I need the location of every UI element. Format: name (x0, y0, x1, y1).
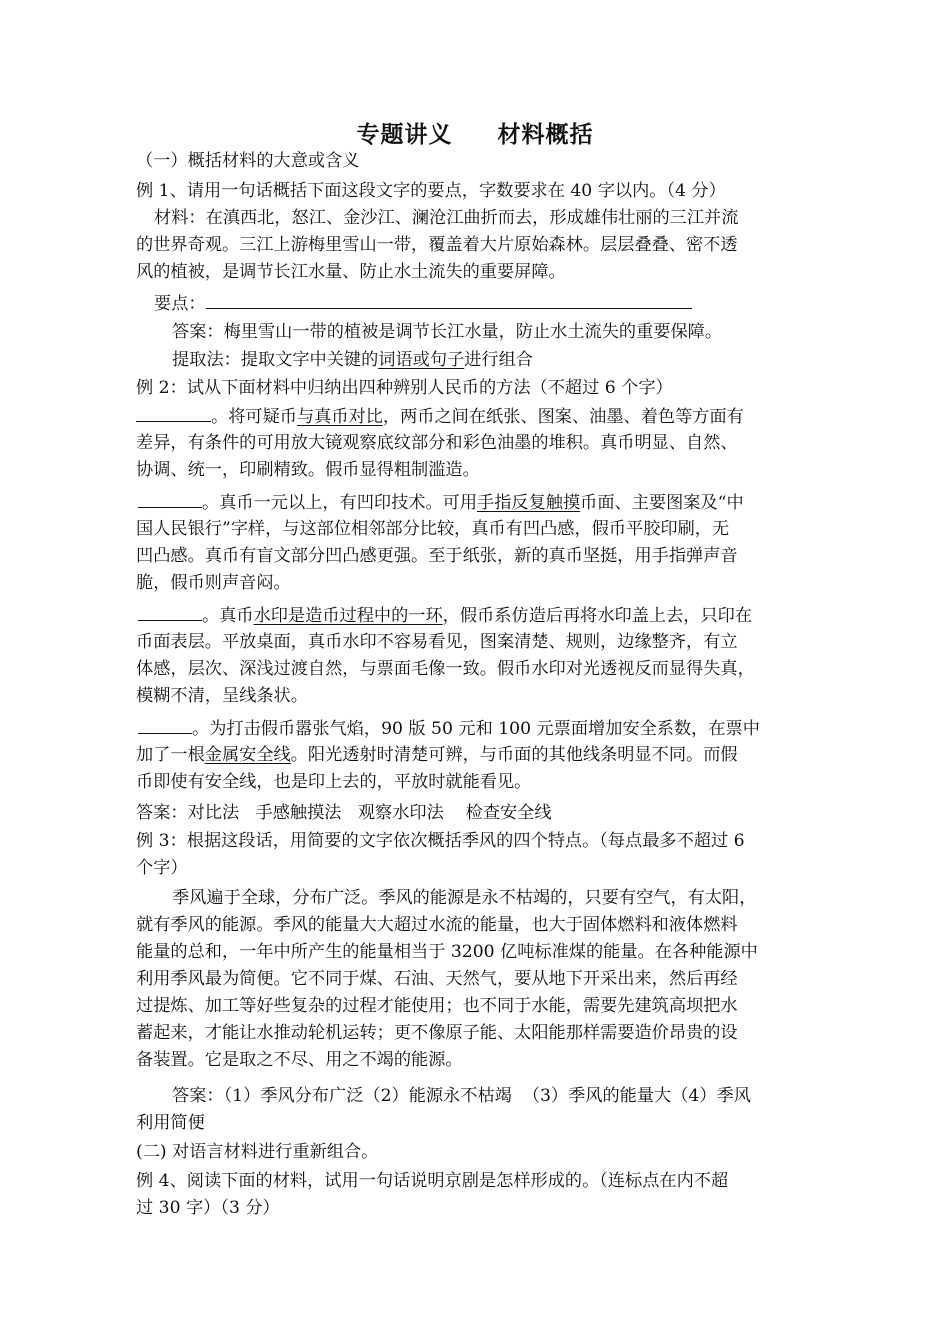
paragraph-line: 币面表层。平放桌面，真币水印不容易看见，图案清楚、规则，边缘整齐，有立 (136, 632, 738, 652)
example-1-material-line: 风的植被，是调节长江水量、防止水土流失的重要屏障。 (136, 262, 566, 282)
paragraph-line: 国人民银行”字样，与这部位相邻部分比较，真币有凹凸感，假币平胶印刷，无 (136, 519, 730, 539)
paragraph-line: 蓄起来，才能让水推动轮机运转；更不像原子能、太阳能那样需要造价昂贵的设 (136, 1023, 738, 1043)
example-1-method (172, 348, 533, 372)
paragraph-text: 。为打击假币嚣张气焰，90 版 50 元和 100 元票面增加安全系数，在票中 (192, 719, 760, 739)
paragraph-line: 就有季风的能源。季风的能量大大超过水流的能量，也大于固体燃料和液体燃料 (136, 915, 738, 935)
paragraph-text: ，假币系仿造后再将水印盖上去，只印在 (442, 606, 753, 626)
example-1-material-line: 材料：在滇西北，怒江、金沙江、澜沧江曲折而去，形成雄伟壮丽的三江并流 (154, 208, 739, 228)
example-2-question: 例 2：试从下面材料中归纳出四种辨别人民币的方法（不超过 6 个字） (136, 378, 673, 398)
example-1-answer: 答案：梅里雪山一带的植被是调节长江水量，防止水土流失的重要保障。 (172, 322, 723, 342)
example-1-point-row (154, 291, 692, 315)
example-1-question: 例 1、请用一句话概括下面这段文字的要点，字数要求在 40 字以内。（4 分） (136, 181, 726, 201)
paragraph-text: 币面、主要图案及“中 (580, 493, 744, 513)
paragraph-line: 币即使有安全线，也是印上去的，平放时就能看见。 (136, 772, 532, 792)
paragraph-line: 过提炼、加工等好些复杂的过程才能使用；也不同于水能，需要先建筑高坝把水 (136, 996, 738, 1016)
paragraph-text: 。阳光透射时清楚可辨，与币面的其他线条明显不同。而假 (290, 745, 738, 765)
method-text: 进行组合 (464, 350, 533, 370)
answer-blank-line (206, 291, 692, 309)
section-heading-2: (二) 对语言材料进行重新组合。 (136, 1142, 379, 1162)
example-2-answer: 答案：对比法 手感触摸法 观察水印法 检查安全线 (136, 803, 552, 823)
method-keyword: 手指反复触摸 (477, 493, 581, 513)
example-3-answer: 利用简便 (136, 1113, 205, 1133)
answer-blank-line (138, 716, 192, 734)
paragraph-line: 能量的总和，一年中所产生的能量相当于 3200 亿吨标准煤的能量。在各种能源中 (136, 942, 758, 962)
method-keyword: 与真币对比 (296, 407, 383, 427)
paragraph-line: 体感，层次、深浅过渡自然，与票面毛像一致。假币水印对光透视反而显得失真， (136, 659, 755, 679)
method-keyword: 金属安全线 (204, 745, 291, 765)
point-label: 要点： (154, 294, 206, 314)
paragraph-text: 。真币一元以上，有凹印技术。可用 (202, 493, 478, 513)
example-3-question: 个字） (136, 858, 188, 878)
answer-blank-line (138, 603, 202, 621)
paragraph-line: 利用季风最为简便。它不同于煤、石油、天然气，要从地下开采出来，然后再经 (136, 969, 738, 989)
paragraph-text: 加了一根 (136, 745, 205, 765)
section-heading-1: （一）概括材料的大意或含义 (136, 151, 360, 171)
example-3-question: 例 3：根据这段话，用简要的文字依次概括季风的四个特点。（每点最多不超过 6 (136, 831, 745, 851)
example-4-question: 例 4、阅读下面的材料，试用一句话说明京剧是怎样形成的。（连标点在内不超 (136, 1171, 729, 1191)
paragraph-line: 备装置。它是取之不尽、用之不竭的能源。 (136, 1050, 463, 1070)
paragraph-line (136, 743, 738, 767)
answer-blank-line (138, 490, 202, 508)
example-2-paragraph-1 (136, 404, 744, 428)
method-keyword: 水印是造币过程中的一环 (253, 606, 443, 626)
paragraph-text: 。将可疑币 (211, 407, 297, 427)
answer-blank-line (136, 404, 211, 422)
example-1-material-line: 的世界奇观。三江上游梅里雪山一带，覆盖着大片原始森林。层层叠叠、密不透 (136, 235, 738, 255)
method-keyword: 词语或句子 (378, 350, 465, 370)
example-2-paragraph-3 (138, 603, 752, 627)
paragraph-line: 季风遍于全球，分布广泛。季风的能源是永不枯竭的，只要有空气，有太阳， (172, 888, 757, 908)
example-2-paragraph-2 (138, 490, 744, 514)
paragraph-text: 。真币 (202, 606, 254, 626)
paragraph-line: 差异，有条件的可用放大镜观察底纹部分和彩色油墨的堆积。真币明显、自然、 (136, 433, 738, 453)
example-3-answer: 答案：（1）季风分布广泛（2）能源永不枯竭 （3）季风的能量大（4）季风 (172, 1086, 751, 1106)
method-text: 提取法：提取文字中关键的 (172, 350, 379, 370)
paragraph-line: 协调、统一，印刷精致。假币显得粗制滥造。 (136, 460, 480, 480)
example-2-paragraph-4 (138, 716, 760, 740)
paragraph-line: 模糊不清，呈线条状。 (136, 686, 308, 706)
page-title: 专题讲义 材料概括 (356, 121, 594, 148)
example-4-question: 过 30 字）（3 分） (136, 1198, 280, 1218)
paragraph-line: 脆，假币则声音闷。 (136, 573, 291, 593)
paragraph-line: 凹凸感。真币有盲文部分凹凸感更强。至于纸张，新的真币坚挺，用手指弹声音 (136, 546, 738, 566)
paragraph-text: ，两币之间在纸张、图案、油墨、着色等方面有 (382, 407, 744, 427)
